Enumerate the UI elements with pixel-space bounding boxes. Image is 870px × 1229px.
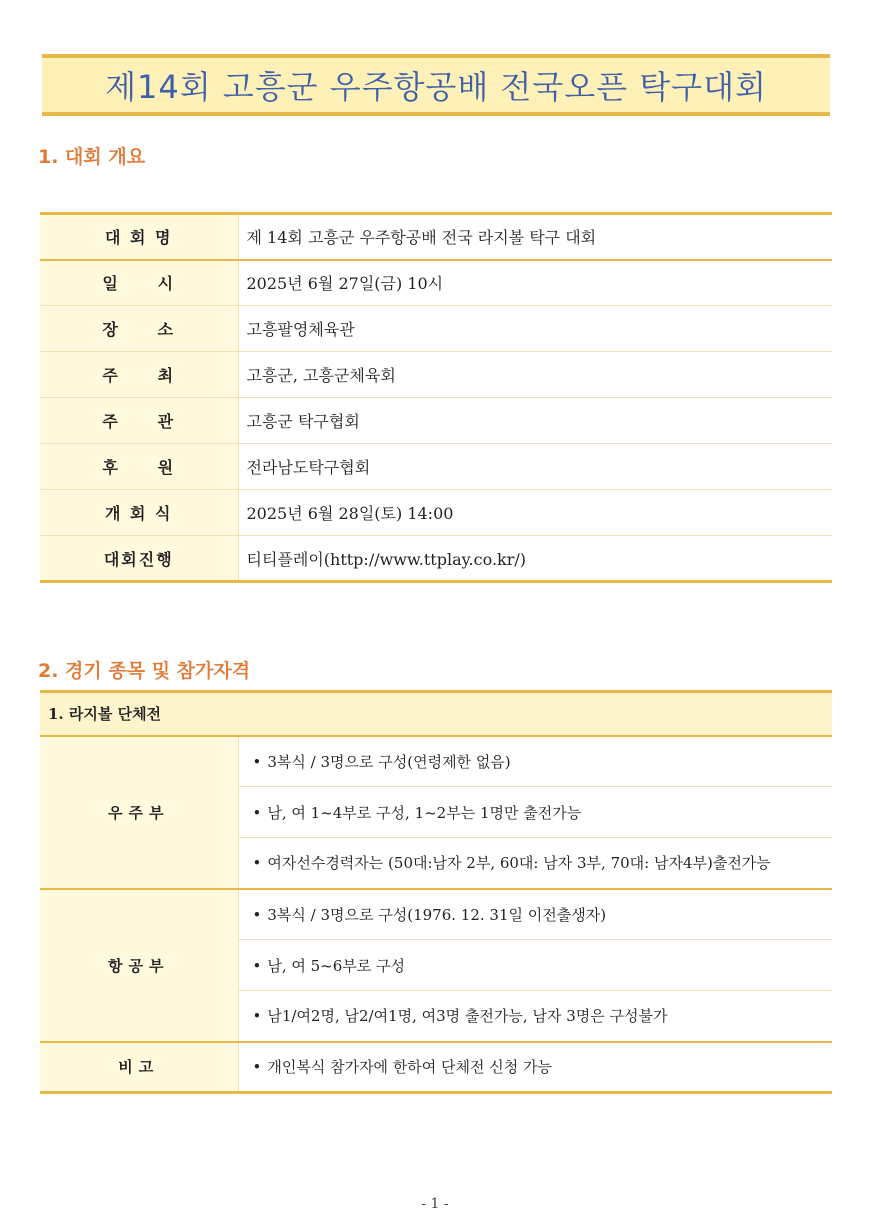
list-item <box>238 991 832 1042</box>
row-value: 티티플레이(http://www.ttplay.co.kr/) <box>238 536 832 582</box>
item-text: • 3복식 / 3명으로 구성(연령제한 없음) <box>253 753 511 771</box>
table-row <box>40 306 832 352</box>
row-value: 전라남도탁구협회 <box>238 444 832 490</box>
row-value: 고흥팔영체육관 <box>238 306 832 352</box>
table-row <box>40 214 832 260</box>
row-label: 일 시 <box>40 260 238 306</box>
table-row <box>40 260 832 306</box>
row-value: 2025년 6월 27일(금) 10시 <box>238 260 832 306</box>
table-row <box>40 1042 832 1093</box>
group-label-notes: 비고 <box>40 1042 238 1093</box>
row-value: 2025년 6월 28일(토) 14:00 <box>238 490 832 536</box>
section1-heading: 1. 대회 개요 <box>38 146 146 168</box>
table-row <box>40 352 832 398</box>
list-item <box>238 1042 832 1093</box>
row-label: 주 최 <box>40 352 238 398</box>
overview-table <box>40 212 832 583</box>
list-item <box>238 838 832 889</box>
table-row <box>40 889 832 940</box>
item-text: • 여자선수경력자는 (50대:남자 2부, 60대: 남자 3부, 70대: 남자4부)출전가능 <box>253 854 771 872</box>
events-table <box>40 690 832 1094</box>
item-text: • 남1/여2명, 남2/여1명, 여3명 출전가능, 남자 3명은 구성불가 <box>253 1007 668 1025</box>
list-item <box>238 787 832 838</box>
group-label-space: 우주부 <box>40 736 238 889</box>
list-item <box>238 940 832 991</box>
table-row <box>40 444 832 490</box>
row-label: 대 회 명 <box>40 214 238 260</box>
row-label: 주 관 <box>40 398 238 444</box>
row-label: 개 회 식 <box>40 490 238 536</box>
list-item <box>238 736 832 787</box>
title-banner <box>42 54 830 116</box>
row-value: 고흥군 탁구협회 <box>238 398 832 444</box>
event-header-row <box>40 692 832 736</box>
table-row <box>40 490 832 536</box>
row-label: 후 원 <box>40 444 238 490</box>
row-label: 장 소 <box>40 306 238 352</box>
item-text: • 개인복식 참가자에 한하여 단체전 신청 가능 <box>253 1058 553 1076</box>
item-text: • 남, 여 1~4부로 구성, 1~2부는 1명만 출전가능 <box>253 804 582 822</box>
table-row <box>40 536 832 582</box>
document-title: 제14회 고흥군 우주항공배 전국오픈 탁구대회 <box>105 68 767 106</box>
list-item <box>238 889 832 940</box>
table-row <box>40 736 832 787</box>
group-label-aerospace: 항공부 <box>40 889 238 1042</box>
event-title: 1. 라지볼 단체전 <box>40 692 832 736</box>
table-row <box>40 398 832 444</box>
row-value: 고흥군, 고흥군체육회 <box>238 352 832 398</box>
item-text: • 남, 여 5~6부로 구성 <box>253 957 406 975</box>
section2-heading: 2. 경기 종목 및 참가자격 <box>38 660 251 682</box>
row-value: 제 14회 고흥군 우주항공배 전국 라지볼 탁구 대회 <box>238 214 832 260</box>
item-text: • 3복식 / 3명으로 구성(1976. 12. 31일 이전출생자) <box>253 906 607 924</box>
row-label: 대회진행 <box>40 536 238 582</box>
page-number: - 1 - <box>421 1196 449 1212</box>
